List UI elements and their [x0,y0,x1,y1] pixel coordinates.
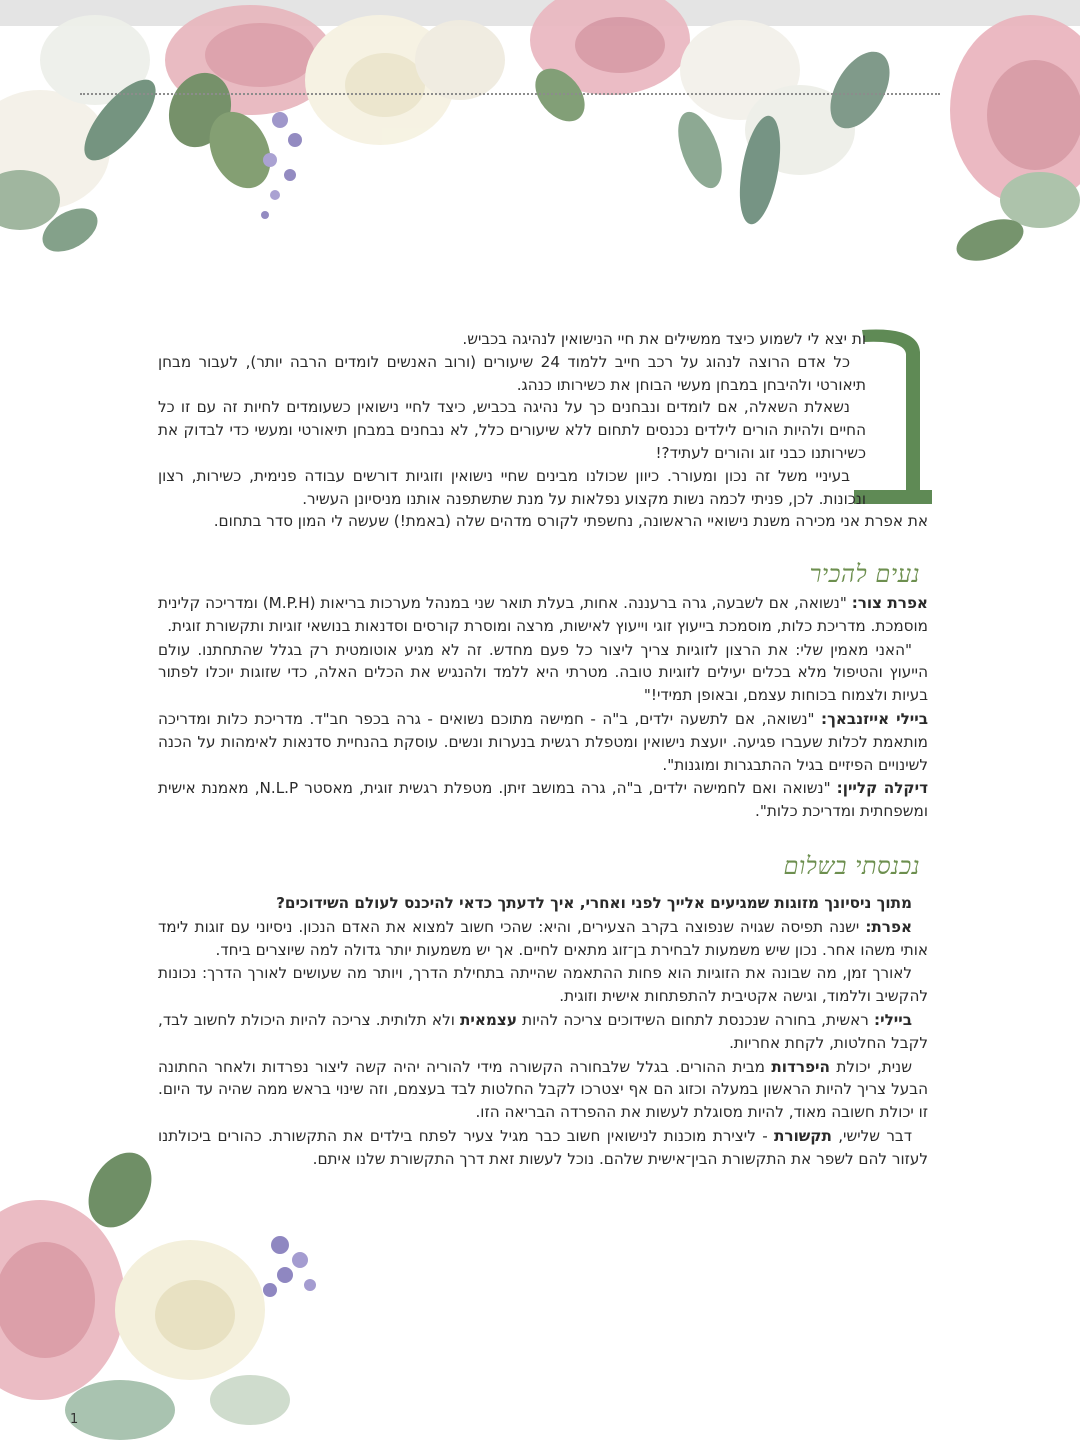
top-floral-decoration [0,0,1080,300]
paragraph: "האני מאמין שלי: את הרצון לזוגיות צריך ליצור כל פעם מחדש. זה לא מגיע אוטומטית רק בגלל שהתחתנו. עולם הייעוץ והטיפול מלא בכלים יעילים לזוגיות טובה. מטרתי היא ללמד ולהנגיש את הכלים האלה, כדי שזוגות יוכלו לפתור בעיות ולצמוח בכוחות עצמם, ובאופן תמידי!" [158,640,928,705]
section-title-enter: נכנסתי בשלום [783,852,920,880]
paragraph: אפרת: ישנה תפיסה שגויה שנפוצה בקרב הצעירים, והיא: שהכי חשוב למצוא את האדם הנכון. ניסיוני עם זוגות לימד אותי משהו אחר. נכון שיש משמעות לבחירת בן־זוג מתאים לחיים. אך יש משמעות יותר גדולה למה שיוצרים ביחד. [158,917,928,959]
intro-section [158,328,928,533]
intro-line: ות יצא לי לשמוע כיצד ממשילים את חיי הנישואין לנהיגה בכביש. [462,330,866,348]
paragraph: דבר שלישי, תקשורת - ליצירת מוכנות לנישואין חשוב כבר מגיל צעיר לפתח בילדים את התקשורת. כהורים ביכולתנו לעזור להם לשפר את התקשורת הבין־אישית שלהם. נוכל לעשות זאת דרך התקשורת שלנו איתם. [158,1126,928,1168]
intro-line: בעיניי משל זה נכון ומעורר. כיוון שכולנו מבינים שחיי נישואין וזוגיות דורשים עבודה פנימית, כשירות, רצון ונכונות. לכן, פניתי לכמה נשות מקצוע נפלאות על מנת שתשתפנה אותנו מניסיונן העשיר. [158,466,866,508]
paragraph: ביילי אייזנבאך: "נשואה, אם לתשעה ילדים, ב"ה - חמישה מתוכם נשואים - גרה בכפר חב"ד. מדריכת כלות ומדריכה מותאמת לכלות שעברו פגיעה. יועצת נישואין ומטפלת רגשית בנערות ונשים. עוסקת בהנחיית סדנאות לאימהות על הכנה לשינויים הפיזיים בגיל ההתבגרות ומוגנות". [158,709,928,774]
speaker-name: ביילי אייזנבאך: [821,709,928,728]
dotted-divider [80,93,940,95]
paragraph: ביילי: ראשית, בחורה שנכנסת לתחום השידוכים צריכה להיות עצמאית ולא תלותית. צריכה להיות היכולת לחשוב לבד, לקבל החלטות, לקחת אחריות. [158,1010,928,1052]
intro-line: נשאלת השאלה, אם לומדים ונבחנים כך על נהיגה בכביש, כיצד לחיי נישואין כשעומדים לחיות זה עם זו כל החיים ולהיות הורים לילדים נכנסים לתחום ללא שיעורים כלל, לא נבחנים במבחן תיאורטי ומעשי כדי לבדוק את כשירותנו כבני זוג והורים לעתיד?! [158,398,866,462]
question: מתוך ניסיונך מזוגות שמגיעים אלייך לפני ואחרי, איך לדעתך כדאי להיכנס לעולם השידוכים? [276,894,912,912]
speaker-name: אפרת צור: [851,594,928,612]
speaker-name: ביילי: [874,1010,912,1029]
intro-line: כל אדם הרוצה לנהוג על רכב חייב ללמוד 24 שיעורים (ורוב האנשים לומדים הרבה יותר), לעבור מבחן תיאורטי ולהיבחן במבחן מעשי הבוחן את כשירותו כנהג. [158,352,866,394]
intro-line: את אפרת אני מכירה משנת נישואיי הראשונה, נחשפתי לקורס מדהים שלה (באמת!) שעשה לי המון סדר בתחום. [213,512,928,531]
speaker-name: דיקלה קליין: [836,779,929,798]
page-number: 1 [70,1412,79,1427]
paragraph: שנית, יכולת היפרדות מבית ההורים. בגלל שלבחורה הקשורה מידי להוריה יהיה קשה ליצור נפרדות ולאחר החתונה הבעל צריך להיות הראשון במעלה וכזוג הם אף יצטרכו לקבל החלטות לבד בעצמם, וזה שינוי בראש ממה שהיה עד היום. זו יכולת חשובה מאוד, להיות מסוגלת לעשות את ההפרדה הבריאה הזו. [158,1057,928,1122]
section1-body [158,592,928,824]
section-title-meet: נעים להכיר [809,560,920,588]
section2-body [158,892,928,1172]
paragraph: דיקלה קליין: "נשואה ואם לחמישה ילדים, ב"ה, גרה במושב זיתן. מטפלת רגשית זוגית, מאסטר N.L.P, מאמנת אישית ומשפחתית ומדריכת כלות". [158,779,929,821]
bottom-floral-decoration [0,1150,330,1440]
paragraph: לאורך זמן, מה שבונה את הזוגיות הוא פחות ההתאמה שהייתה בתחילת הדרך, ויותר מה שעושים לאורך הדרך: נכונות להקשיב וללמוד, וגישה אקטיבית להתפתחות אישית וזוגית. [158,964,928,1006]
paragraph: אפרת צור: "נשואה, אם לשבעה, גרה ברעננה. אחות, בעלת תואר שני במנהל מערכות בריאות (M.P.H) ומדריכה קלינית מוסמכת. מדריכת כלות, מוסמכת בייעוץ זוגי וייעוץ לאישות, מרצה ומוסרת קורסים וסדנאות בנושאי זוגיות ותקשורת זוגית. [158,594,928,635]
speaker-name: אפרת: [865,917,912,936]
